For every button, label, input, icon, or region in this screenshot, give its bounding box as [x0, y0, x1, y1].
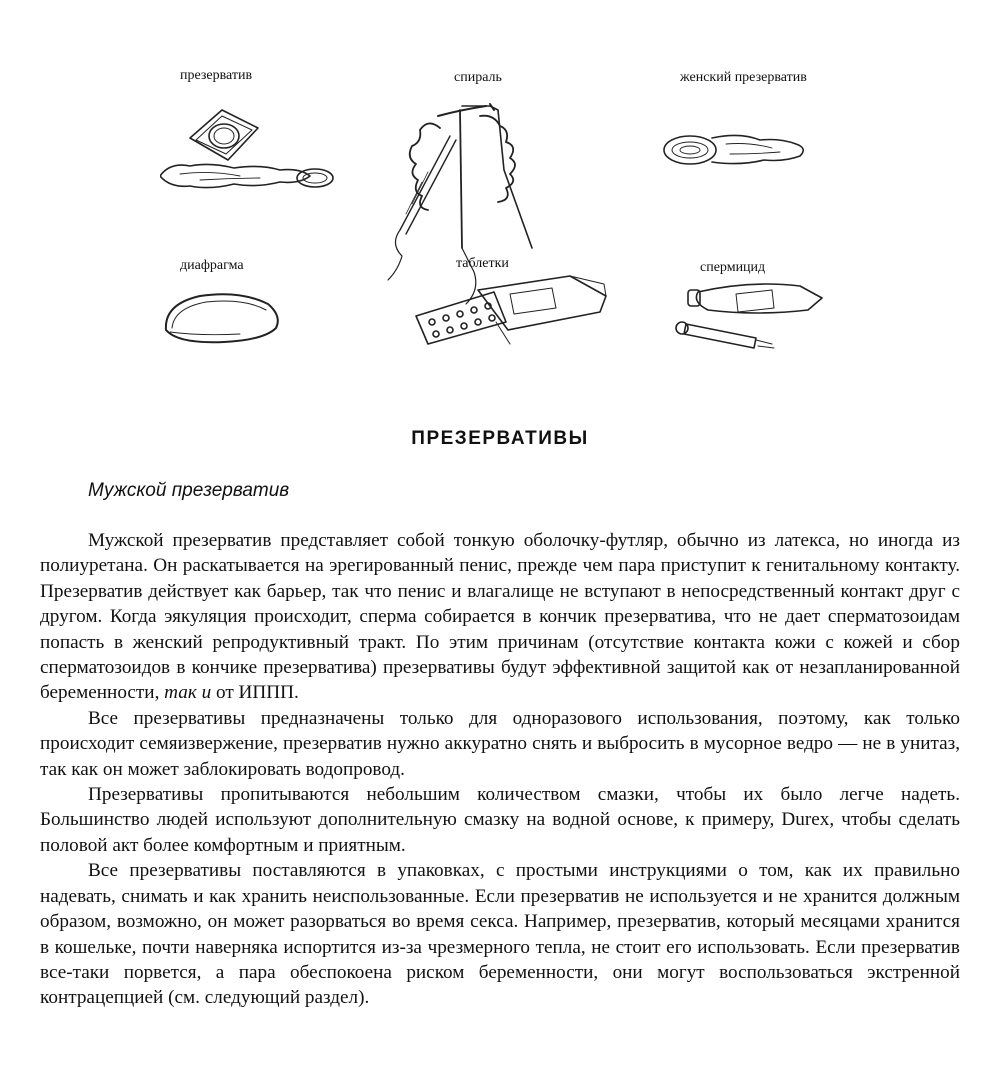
- caption-condom: презерватив: [180, 68, 253, 83]
- female-condom-drawing: [664, 135, 803, 164]
- paragraph: [40, 528, 960, 706]
- contraceptives-illustration: [160, 58, 840, 368]
- spermicide-drawing: [676, 284, 822, 348]
- paragraph: Все презервативы предназначены только для одноразового использования, поэтому, как только происходит семяизвержение, презерватив нужно аккуратно снять и выбросить в мусорное ведро — не в унитаз, так как он может заблокировать водопровод.: [40, 707, 960, 780]
- pills-drawing: [416, 276, 606, 344]
- paragraph-text: от ИППП.: [211, 682, 299, 704]
- paragraph: Все презервативы поставляются в упаковках, с простыми инструкциями о том, как их правильно надевать, снимать и как хранить неиспользованные. Если презерватив не используется и не хранится должным образом, возможно, он может разорваться во время секса. Например, презерватив, который месяцами хранится в кошельке, почти наверняка испортится из-за чрезмерного тепла, не стоит его использовать. Если презерватив все-таки порвется, а пара обеспокоена риском беременности, они могут воспользоваться экстренной контрацепцией (см. следующий раздел).: [40, 860, 960, 1009]
- subsection-title: Мужской презерватив: [88, 480, 290, 501]
- diaphragm-drawing: [166, 294, 278, 342]
- paragraph: Презервативы пропитываются небольшим количеством смазки, чтобы их было легче надеть. Большинство людей используют дополнительную смазку на водной основе, к примеру, Durex, чтобы сделать половой акт более комфортным и приятным.: [40, 784, 960, 856]
- caption-pills: таблетки: [456, 256, 509, 271]
- paragraph-text: Мужской презерватив представляет собой тонкую оболочку-футляр, обычно из латекса, но иногда из полиуретана. Он раскатывается на эрегированный пенис, прежде чем пара приступит к генитальному контакту. Презерватив действует как барьер, так что пенис и влагалище не вступают в непосредственный контакт друг с другом. Когда эякуляция происходит, сперма собирается в кончик презерватива, что не дает сперматозоидам попасть в женский репродуктивный тракт. По этим причинам (отсутствие контакта кожи с кожей и сбор сперматозоидов в кончике презерватива) презервативы будут эффективной защитой как от незапланированной беременности,: [40, 530, 960, 704]
- caption-female-condom: женский презерватив: [680, 70, 807, 85]
- caption-spermicide: спермицид: [700, 260, 766, 275]
- caption-iud: спираль: [454, 70, 502, 85]
- iud-drawing: [388, 104, 532, 304]
- condom-drawing: [160, 110, 333, 188]
- section-title: ПРЕЗЕРВАТИВЫ: [411, 428, 589, 449]
- body-text: [40, 528, 960, 1011]
- caption-diaphragm: диафрагма: [180, 258, 244, 273]
- emphasis-text: так и: [164, 682, 212, 704]
